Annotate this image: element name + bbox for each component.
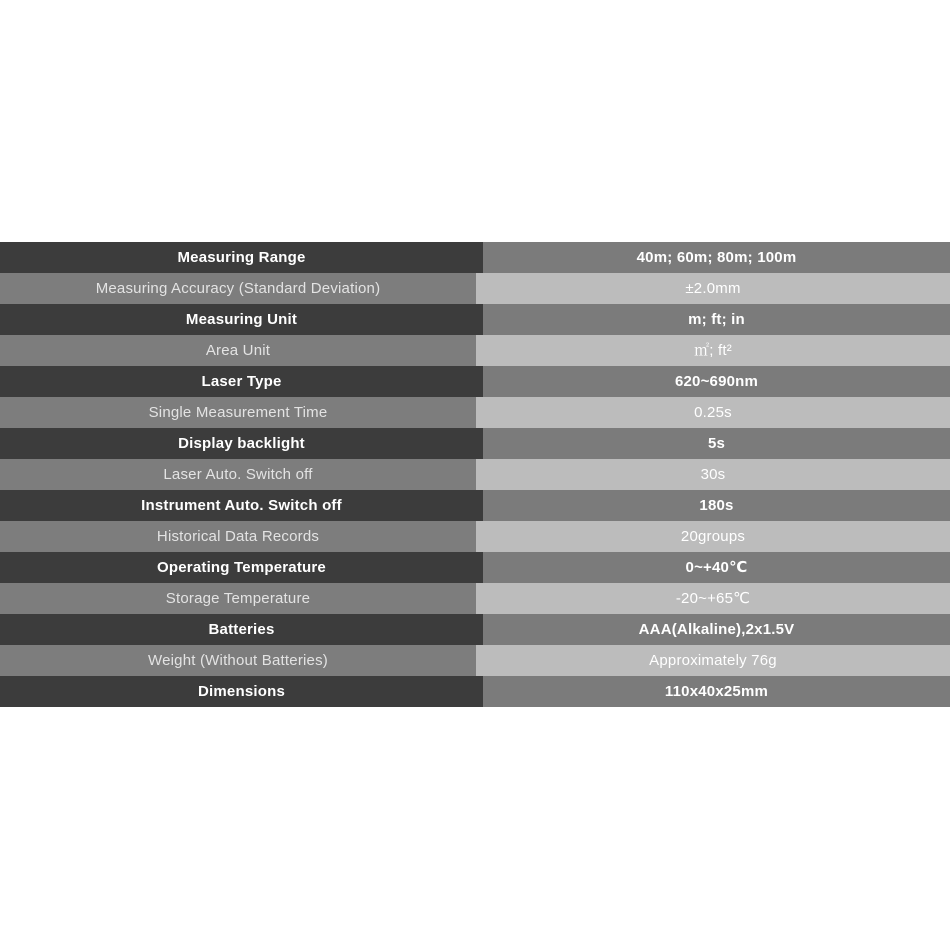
spec-label: Batteries xyxy=(0,614,483,645)
spec-value: 40m; 60m; 80m; 100m xyxy=(483,242,950,273)
spec-label: Laser Auto. Switch off xyxy=(0,459,476,490)
spec-row-operating-temperature xyxy=(0,552,950,583)
spec-label: Dimensions xyxy=(0,676,483,707)
spec-label: Single Measurement Time xyxy=(0,397,476,428)
spec-label: Area Unit xyxy=(0,335,476,366)
spec-row-weight xyxy=(0,645,950,676)
spec-label: Instrument Auto. Switch off xyxy=(0,490,483,521)
spec-row-batteries xyxy=(0,614,950,645)
spec-label: Display backlight xyxy=(0,428,483,459)
spec-row-laser-type xyxy=(0,366,950,397)
spec-table xyxy=(0,242,950,707)
spec-value: 110x40x25mm xyxy=(483,676,950,707)
spec-value: AAA(Alkaline),2x1.5V xyxy=(483,614,950,645)
spec-label: Measuring Unit xyxy=(0,304,483,335)
spec-row-measuring-unit xyxy=(0,304,950,335)
spec-value: 30s xyxy=(476,459,950,490)
spec-label: Storage Temperature xyxy=(0,583,476,614)
spec-row-laser-auto-switch-off xyxy=(0,459,950,490)
spec-row-area-unit xyxy=(0,335,950,366)
spec-value: 620~690nm xyxy=(483,366,950,397)
spec-row-single-measurement-time xyxy=(0,397,950,428)
spec-label: Measuring Accuracy (Standard Deviation) xyxy=(0,273,476,304)
spec-value: 0~+40℃ xyxy=(483,552,950,583)
spec-value: ±2.0mm xyxy=(476,273,950,304)
spec-row-display-backlight xyxy=(0,428,950,459)
spec-row-historical-data-records xyxy=(0,521,950,552)
spec-row-measuring-accuracy xyxy=(0,273,950,304)
spec-label: Historical Data Records xyxy=(0,521,476,552)
spec-label: Operating Temperature xyxy=(0,552,483,583)
spec-value: 0.25s xyxy=(476,397,950,428)
spec-value: ㎡; ft² xyxy=(476,335,950,366)
spec-label: Laser Type xyxy=(0,366,483,397)
spec-value: 180s xyxy=(483,490,950,521)
spec-value: m; ft; in xyxy=(483,304,950,335)
spec-row-storage-temperature xyxy=(0,583,950,614)
spec-label: Measuring Range xyxy=(0,242,483,273)
spec-row-instrument-auto-switch-off xyxy=(0,490,950,521)
spec-value: 20groups xyxy=(476,521,950,552)
spec-row-measuring-range xyxy=(0,242,950,273)
spec-row-dimensions xyxy=(0,676,950,707)
spec-value: 5s xyxy=(483,428,950,459)
spec-label: Weight (Without Batteries) xyxy=(0,645,476,676)
spec-value: -20~+65℃ xyxy=(476,583,950,614)
spec-value: Approximately 76g xyxy=(476,645,950,676)
